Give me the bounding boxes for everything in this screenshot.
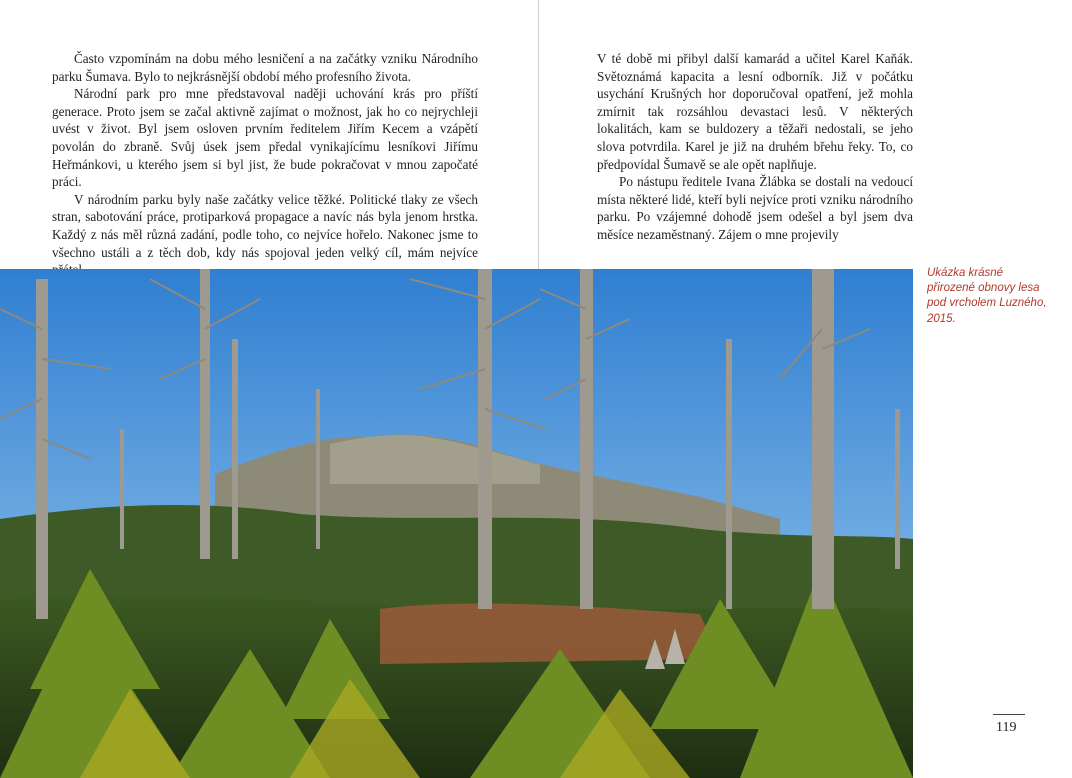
paragraph: Národní park pro mne představoval naději uchování krás pro příští generace. Proto jsem se začal aktivně zajímat o možnost, jak ho co nejrychleji uvést v život. Byl jsem osloven prvním ředitelem Jiřím Kecem a vzápětí povolán do zbraně. Svůj úsek jsem předal vynikajícímu lesníkovi Jiřímu Heřmánkovi, u kterého jsem si byl jist, že bude pokračovat v mnou započaté práci. [52,86,478,190]
paragraph: V národním parku byly naše začátky velice těžké. Politické tlaky ze všech stran, sabotování práce, protiparková propagace a navíc nás byla jenom hrstka. Každý z nás měl různá zadání, podle toho, co nejvíce hořelo. Nakonec jsme to všechno ustáli a z těch dob, kdy nás spojoval jeden velký cíl, mám nejvíce [52,191,478,260]
paragraph: V té době mi přibyl další kamarád a učitel Karel Kaňák. Světoznámá kapacita a lesní odborník. Již v počátku usychání Krušných hor doporučoval opatření, jež mohla zmírnit tak rozsáhlou devastaci lesů. V některých lokalitách, kam se buldozery a těžaři nedostali, se jeho slova potvrdila. Karel je již na druhém břehu řeky. To, co předpovídal Šumavě se ale opět naplňuje. [597,51,913,172]
left-text-column [52,50,478,279]
page-number: 119 [996,720,1017,735]
paragraph: Po nástupu ředitele Ivana Žlábka se dostali na vedoucí místa některé lidé, kteří byli nejvíce proti vzniku národního parku. Po vzájemné dohodě jsem odešel a byl jsem dva měsíce nezaměstnaný. Zájem o mne projevily [597,174,913,242]
paragraph: Často vzpomínám na dobu mého lesničení a na začátky vzniku Národního parku Šumava. Bylo to nejkrásnější období mého profesního života. [52,51,478,84]
forest-photo-illustration [0,269,913,778]
book-gutter [538,0,539,270]
photo-caption: Ukázka krásné přirozené obnovy lesa pod vrcholem Luzného, 2015. [927,267,1047,325]
forest-photo [0,269,913,778]
page-number-rule [993,714,1025,715]
right-text-column [597,50,913,244]
